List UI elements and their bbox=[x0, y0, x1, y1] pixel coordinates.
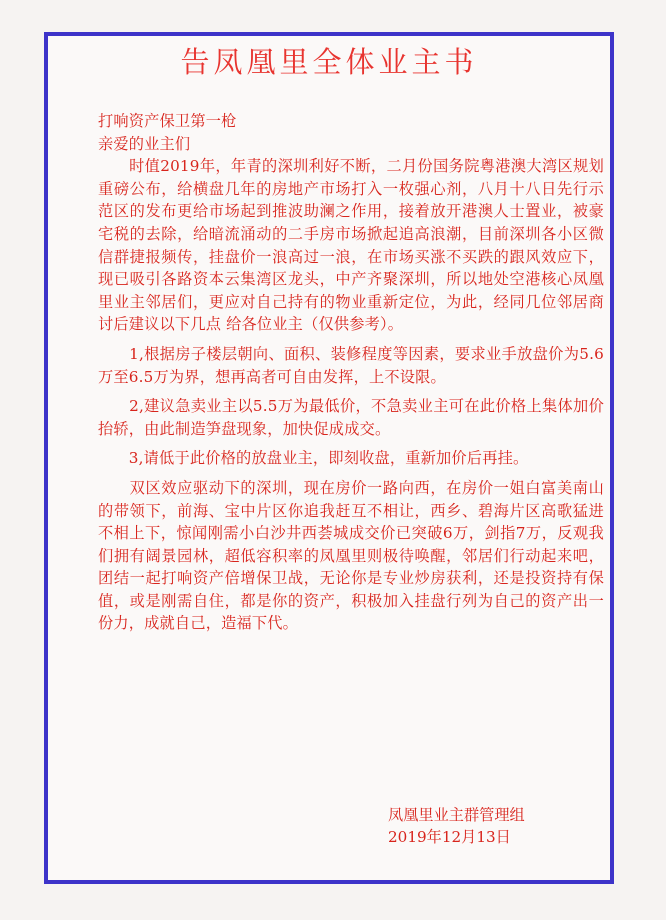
paragraph-point-3: 3,请低于此价格的放盘业主，即刻收盘，重新加价后再挂。 bbox=[98, 449, 529, 468]
document-title: 告凤凰里全体业主书 bbox=[180, 45, 478, 79]
paragraph-point-2: 2,建议急卖业主以5.5万为最低价，不急卖业主可在此价格上集体加价抬轿，由此制造笋盘现象，加快促成成交。 bbox=[98, 397, 604, 438]
paragraph-closing: 双区效应驱动下的深圳，现在房价一路向西，在房价一姐白富美南山的带领下，前海、宝中片区你追我赶互不相让，西乡、碧海片区高歌猛进不相上下，惊闻刚需小白沙井西荟城成交价已突破6万，剑指7万，反观我们拥有阔景园林，超低容积率的凤凰里则极待唤醒，邻居们行动起来吧，团结一起打响资产倍增保卫战，无论你是专业炒房获利，还是投资持有保值，或是刚需自住，都是你的资产，积极加入挂盘行列为自己的资产出一份力，成就自己，造福下代。 bbox=[98, 478, 604, 633]
signature-block bbox=[388, 804, 588, 848]
letter-subtitle: 打响资产保卫第一枪 bbox=[98, 112, 237, 130]
paragraph-point-1: 1,根据房子楼层朝向、面积、装修程度等因素，要求业手放盘价为5.6万至6.5万为界，想再高者可自由发挥，上不设限。 bbox=[98, 344, 604, 386]
document-border bbox=[44, 32, 614, 884]
letter-body bbox=[98, 110, 604, 635]
signature-group: 凤凰里业主群管理组 bbox=[388, 806, 525, 824]
letter-salutation: 亲爱的业主们 bbox=[98, 134, 191, 153]
signature-date: 2019年12月13日 bbox=[388, 828, 511, 846]
paragraph-intro: 时值2019年，年青的深圳利好不断，二月份国务院粤港澳大湾区规划重磅公布，给横盘几年的房地产市场打入一枚强心剂，八月十八日先行示范区的发布更给市场起到推波助澜之作用，接着放开港澳人士置业，被豪宅税的去除，给暗流涌动的二手房市场掀起追高浪潮，目前深圳各小区微信群捷报频传，挂盘价一浪高过一浪，在市场买涨不买跌的跟风效应下，现已吸引各路资本云集湾区龙头，中产齐聚深圳，所以地处空港核心凤凰里业主邻居们，更应对自己持有的物业重新定位，为此，经同几位邻居商讨后建议以下几点 给各位业主（仅供参考）。 bbox=[98, 157, 604, 334]
